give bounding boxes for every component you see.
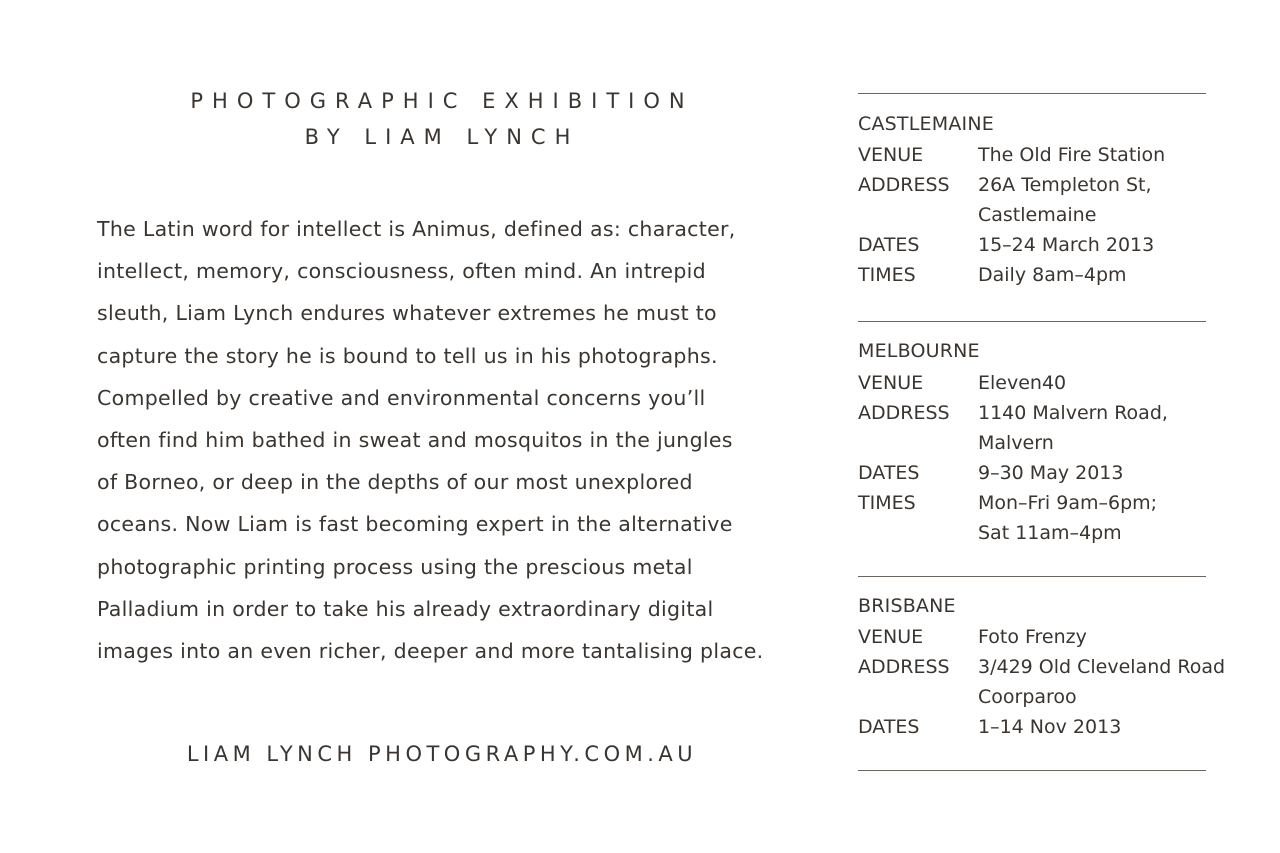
address-value: Malvern [978, 432, 1054, 454]
description-line: photographic printing process using the prescious metal [97, 554, 693, 579]
address-value: 1140 Malvern Road, [978, 402, 1168, 424]
times-label: TIMES [858, 264, 916, 286]
venue-value: The Old Fire Station [978, 144, 1166, 166]
address-value: Castlemaine [978, 204, 1097, 226]
divider [858, 770, 1206, 771]
divider [858, 321, 1206, 322]
exhibition-title: PHOTOGRAPHIC EXHIBITION [190, 89, 694, 113]
address-label: ADDRESS [858, 402, 950, 424]
venue-label: VENUE [858, 626, 924, 648]
address-row [858, 652, 1226, 682]
dates-value: 1–14 Nov 2013 [978, 716, 1122, 738]
venue-city-brisbane: BRISBANE [858, 595, 956, 617]
address-label: ADDRESS [858, 174, 950, 196]
address-value: 3/429 Old Cleveland Road [978, 656, 1226, 678]
times-value: Sat 11am–4pm [978, 522, 1122, 544]
description-line: sleuth, Liam Lynch endures whatever extremes he must to [97, 301, 717, 326]
description-line: of Borneo, or deep in the depths of our most unexplored [97, 470, 693, 495]
description-line: images into an even richer, deeper and more tantalising place. [97, 639, 764, 664]
address-value: Coorparoo [978, 686, 1077, 708]
address-row-continued [858, 682, 1206, 712]
description-line: intellect, memory, consciousness, often mind. An intrepid [97, 259, 706, 284]
times-row [858, 260, 1206, 290]
dates-row [858, 230, 1206, 260]
times-row-continued [858, 518, 1206, 548]
description-line: Compelled by creative and environmental concerns you’ll [97, 385, 706, 410]
description-line: often find him bathed in sweat and mosquitos in the jungles [97, 428, 733, 453]
dates-row [858, 458, 1206, 488]
description-line: The Latin word for intellect is Animus, defined as: character, [97, 217, 736, 241]
venue-label: VENUE [858, 372, 924, 394]
description-line: capture the story he is bound to tell us in his photographs. [97, 343, 718, 368]
times-value: Daily 8am–4pm [978, 264, 1127, 286]
address-label: ADDRESS [858, 656, 950, 678]
times-label: TIMES [858, 492, 916, 514]
dates-label: DATES [858, 462, 920, 484]
description-line: Palladium in order to take his already extraordinary digital [97, 596, 714, 621]
divider [858, 93, 1206, 94]
venue-label: VENUE [858, 144, 924, 166]
exhibition-description [97, 208, 787, 672]
venue-value: Foto Frenzy [978, 626, 1087, 648]
description-line: oceans. Now Liam is fast becoming expert in the alternative [97, 512, 733, 537]
address-row-continued [858, 428, 1206, 458]
venue-city-castlemaine: CASTLEMAINE [858, 113, 994, 135]
address-value: 26A Templeton St, [978, 174, 1152, 196]
times-row [858, 488, 1206, 518]
dates-label: DATES [858, 234, 920, 256]
times-value: Mon–Fri 9am–6pm; [978, 492, 1158, 514]
dates-value: 15–24 March 2013 [978, 234, 1155, 256]
venue-row [858, 140, 1206, 170]
address-row [858, 398, 1206, 428]
dates-value: 9–30 May 2013 [978, 462, 1124, 484]
dates-label: DATES [858, 716, 920, 738]
website-text: LIAM LYNCH PHOTOGRAPHY.COM.AU [186, 742, 698, 766]
venue-row [858, 622, 1206, 652]
address-row-continued [858, 200, 1206, 230]
address-row [858, 170, 1206, 200]
venue-city-melbourne: MELBOURNE [858, 340, 980, 362]
exhibition-subtitle: BY LIAM LYNCH [304, 125, 580, 149]
venue-value: Eleven40 [978, 372, 1067, 394]
divider [858, 576, 1206, 577]
venue-row [858, 368, 1206, 398]
dates-row [858, 712, 1206, 742]
